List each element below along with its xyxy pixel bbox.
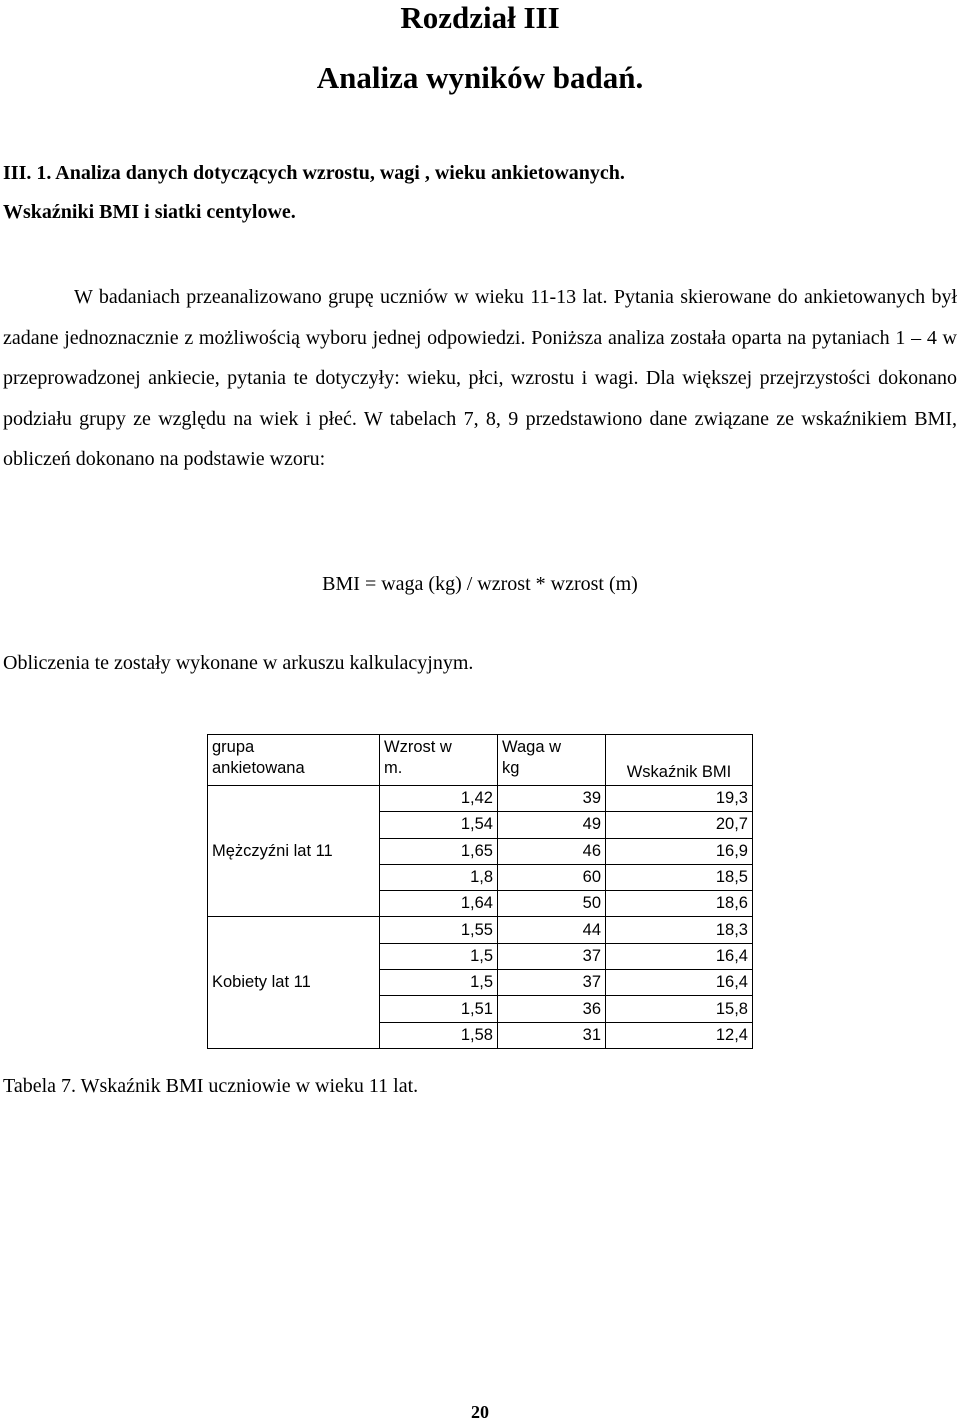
header-height-line2: m. <box>384 759 403 777</box>
cell-bmi: 18,5 <box>606 864 753 890</box>
group-label-women: Kobiety lat 11 <box>208 917 380 1048</box>
chapter-number: Rozdział III <box>400 0 560 35</box>
cell-weight: 49 <box>498 812 606 838</box>
cell-height: 1,64 <box>380 891 498 917</box>
cell-bmi: 16,4 <box>606 970 753 996</box>
cell-weight: 60 <box>498 864 606 890</box>
cell-weight: 46 <box>498 838 606 864</box>
calculation-note: Obliczenia te zostały wykonane w arkuszu kalkulacyjnym. <box>3 652 474 674</box>
header-height-line1: Wzrost w <box>384 738 452 756</box>
header-group <box>208 735 380 786</box>
header-group-line1: grupa <box>212 738 255 756</box>
table-header-row <box>208 735 753 786</box>
cell-weight: 50 <box>498 891 606 917</box>
cell-height: 1,8 <box>380 864 498 890</box>
section-subheading: Wskaźniki BMI i siatki centylowe. <box>3 201 296 223</box>
header-weight-line2: kg <box>502 759 520 777</box>
chapter-title: Analiza wyników badań. <box>316 60 644 95</box>
cell-bmi: 19,3 <box>606 786 753 812</box>
table-row <box>208 786 753 812</box>
cell-bmi: 18,3 <box>606 917 753 943</box>
group-label-men: Mężczyźni lat 11 <box>208 786 380 917</box>
header-group-line2: ankietowana <box>212 759 305 777</box>
bmi-formula: BMI = waga (kg) / wzrost * wzrost (m) <box>322 573 638 595</box>
table-caption: Tabela 7. Wskaźnik BMI uczniowie w wieku 11 lat. <box>3 1075 419 1097</box>
cell-height: 1,58 <box>380 1022 498 1048</box>
cell-weight: 36 <box>498 996 606 1022</box>
cell-height: 1,51 <box>380 996 498 1022</box>
bmi-table <box>207 734 753 1049</box>
cell-weight: 37 <box>498 970 606 996</box>
cell-bmi: 20,7 <box>606 812 753 838</box>
body-paragraph: W badaniach przeanalizowano grupę uczniów w wieku 11-13 lat. Pytania skierowane do ankietowanych był zadane jednoznacznie z możliwością wyboru jednej odpowiedzi. Poniższa analiza została oparta na pytaniach 1 – 4 w przeprowadzonej ankiecie, pytania te dotyczyły: wieku, płci, wzrostu i wagi. Dla większej przejrzystości dokonano podziału grupy ze względu na wiek i płeć. W tabelach 7, 8, 9 przedstawiono dane związane ze wskaźnikiem BMI, obliczeń dokonano na podstawie wzoru: <box>3 286 957 470</box>
header-height <box>380 735 498 786</box>
page-number: 20 <box>471 1402 489 1422</box>
cell-height: 1,5 <box>380 943 498 969</box>
cell-bmi: 15,8 <box>606 996 753 1022</box>
cell-weight: 37 <box>498 943 606 969</box>
cell-height: 1,65 <box>380 838 498 864</box>
cell-weight: 31 <box>498 1022 606 1048</box>
cell-bmi: 16,4 <box>606 943 753 969</box>
cell-height: 1,42 <box>380 786 498 812</box>
cell-height: 1,5 <box>380 970 498 996</box>
cell-bmi: 12,4 <box>606 1022 753 1048</box>
header-bmi: Wskaźnik BMI <box>606 735 753 786</box>
cell-weight: 39 <box>498 786 606 812</box>
table-row <box>208 917 753 943</box>
header-weight <box>498 735 606 786</box>
cell-height: 1,55 <box>380 917 498 943</box>
cell-bmi: 18,6 <box>606 891 753 917</box>
cell-bmi: 16,9 <box>606 838 753 864</box>
section-heading: III. 1. Analiza danych dotyczących wzrostu, wagi , wieku ankietowanych. <box>3 162 625 184</box>
header-weight-line1: Waga w <box>502 738 561 756</box>
cell-height: 1,54 <box>380 812 498 838</box>
cell-weight: 44 <box>498 917 606 943</box>
